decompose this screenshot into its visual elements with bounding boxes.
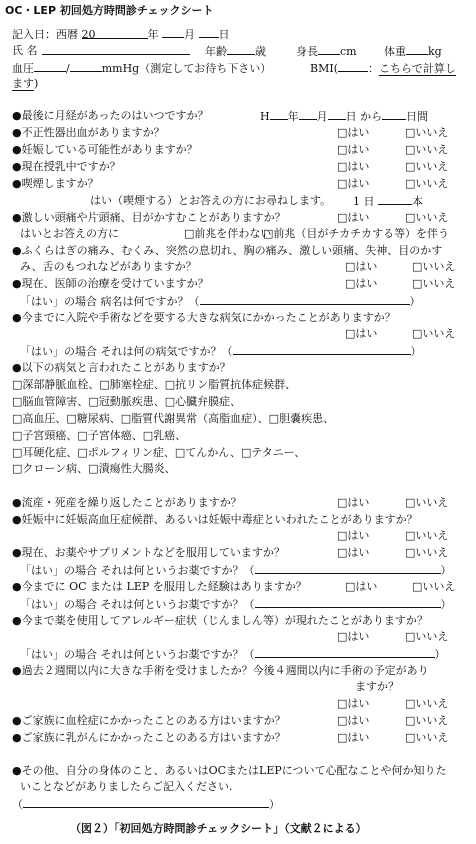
yes-checkbox[interactable]: □はい — [337, 126, 370, 139]
q-miscarriage: ●流産・死産を繰り返したことがありますか？ — [12, 496, 242, 509]
yes-checkbox[interactable]: □はい — [337, 697, 370, 710]
no-checkbox[interactable]: □いいえ — [405, 211, 449, 224]
period-month-field[interactable] — [299, 109, 317, 120]
date-month-field[interactable] — [162, 27, 184, 38]
yes-checkbox[interactable]: □はい — [337, 546, 370, 559]
name-field[interactable] — [42, 44, 190, 58]
disease-name-row: 「はい」の場合 病名は何ですか？（ ） — [20, 295, 421, 308]
bp-diastolic-field[interactable] — [70, 61, 102, 72]
no-checkbox[interactable]: □いいえ — [412, 580, 456, 593]
headache-followup: はいとお答えの方に — [20, 227, 119, 240]
no-checkbox[interactable]: □いいえ — [405, 143, 449, 156]
bmi-calc-link-cont[interactable]: ます — [12, 77, 34, 90]
q-irregular-bleeding: ●不正性器出血がありますか？ — [12, 126, 165, 139]
medication-name-field[interactable] — [255, 563, 441, 574]
weight-row: 体重 kg — [384, 45, 442, 58]
yes-checkbox[interactable]: □はい — [345, 580, 378, 593]
date-day-field[interactable] — [199, 27, 219, 38]
no-checkbox[interactable]: □いいえ — [405, 177, 449, 190]
disease-name-field[interactable] — [200, 294, 410, 305]
bmi-calc-link[interactable]: こちらで計算し — [378, 62, 456, 75]
yes-checkbox[interactable]: □はい — [345, 277, 378, 290]
disease-checklist-6[interactable]: □クローン病、□潰瘍性大腸炎、 — [12, 462, 176, 475]
yes-checkbox[interactable]: □はい — [337, 160, 370, 173]
date-row: 記入日：西暦 20 年 月 日 — [12, 28, 230, 41]
yes-checkbox[interactable]: □はい — [337, 731, 370, 744]
yes-checkbox[interactable]: □はい — [337, 529, 370, 542]
period-days-field[interactable] — [382, 109, 406, 120]
weight-field[interactable] — [406, 44, 428, 55]
age-row: 年齢 歳 — [205, 45, 266, 58]
q-other-concerns-cont: いことなどがありましたらご記入ください. — [20, 780, 233, 793]
yes-checkbox[interactable]: □はい — [337, 630, 370, 643]
q-pregnancy: ●妊娠している可能性がありますか？ — [12, 143, 198, 156]
q-pregnancy-hypertension: ●妊娠中に妊娠高血圧症候群、あるいは妊娠中毒症といわれたことがありますか？ — [12, 513, 418, 526]
q-thrombosis-symptoms: ●ふくらはぎの痛み、むくみ、突然の息切れ、胸の痛み、激しい頭痛、失神、目のかす — [12, 244, 443, 257]
period-day-field[interactable] — [328, 109, 346, 120]
medication-name-row: 「はい」の場合 それは何というお薬ですか？（ ） — [20, 564, 452, 577]
yes-checkbox[interactable]: □はい — [345, 327, 378, 340]
oc-lep-name-field[interactable] — [255, 597, 441, 608]
no-checkbox[interactable]: □いいえ — [405, 546, 449, 559]
bmi-row-cont: ます) — [12, 77, 39, 90]
q-family-breast-cancer: ●ご家族に乳がんにかかったことのある方はいますか？ — [12, 731, 286, 744]
no-checkbox[interactable]: □いいえ — [412, 327, 456, 340]
q-major-illness: ●今までに入院や手術などを要する大きな病気にかかったことがありますか？ — [12, 311, 396, 324]
sheet-title: OC・LEP 初回処方時問診チェックシート — [5, 4, 214, 17]
disease-checklist-2[interactable]: □脳血管障害、□冠動脈疾患、□心臓弁膜症、 — [12, 395, 242, 408]
no-checkbox[interactable]: □いいえ — [405, 714, 449, 727]
bp-systolic-field[interactable] — [34, 61, 66, 72]
bmi-field[interactable] — [338, 61, 368, 72]
no-checkbox[interactable]: □いいえ — [405, 160, 449, 173]
q-last-period-fields: H 年 月 日 から 日間 — [260, 110, 429, 123]
yes-checkbox[interactable]: □はい — [337, 211, 370, 224]
q-headache: ●激しい頭痛や片頭痛、目がかすむことがありますか？ — [12, 211, 286, 224]
date-year-field[interactable]: 20 — [82, 28, 148, 39]
q-last-period: ●最後に月経があったのはいつですか？ — [12, 109, 209, 122]
q-oc-lep-experience: ●今までに OC または LEP を服用した経験はありますか？ — [12, 580, 307, 593]
q-breastfeeding: ●現在授乳中ですか？ — [12, 160, 121, 173]
q-surgery: ●過去２週間以内に大きな手術を受けましたか？今後４週間以内に手術の予定があり — [12, 664, 429, 677]
yes-checkbox[interactable]: □はい — [345, 260, 378, 273]
disease-checklist-5[interactable]: □耳硬化症、□ポルフィリン症、□てんかん、□テタニー、 — [12, 446, 306, 459]
no-checkbox[interactable]: □いいえ — [412, 260, 456, 273]
height-field[interactable] — [318, 44, 340, 55]
no-checkbox[interactable]: □いいえ — [405, 496, 449, 509]
height-row: 身長 cm — [296, 45, 357, 58]
cigarettes-field[interactable] — [378, 194, 412, 205]
q-under-treatment: ●現在、医師の治療を受けていますか？ — [12, 277, 209, 290]
name-label: 氏 名 — [12, 44, 38, 57]
other-concerns-field[interactable] — [23, 797, 269, 808]
illness-name-field[interactable] — [233, 344, 411, 355]
q-smoking: ●喫煙しますか？ — [12, 177, 99, 190]
no-checkbox[interactable]: □いいえ — [405, 126, 449, 139]
disease-checklist-4[interactable]: □子宮頸癌、□子宮体癌、□乳癌、 — [12, 429, 187, 442]
yes-checkbox[interactable]: □はい — [337, 714, 370, 727]
allergy-drug-row: 「はい」の場合 それは何というお薬ですか？（ ） — [20, 648, 446, 661]
age-field[interactable] — [227, 44, 255, 55]
yes-checkbox[interactable]: □はい — [337, 143, 370, 156]
bmi-row: BMI( ：こちらで計算し — [310, 62, 456, 75]
q-other-concerns: ●その他、自分の身体のこと、あるいはOCまたはLEPについて心配なことや何か知りた — [12, 764, 447, 777]
figure-caption: （図２）「初回処方時問診チェックシート」（文献２による） — [70, 822, 367, 835]
yes-checkbox[interactable]: □はい — [337, 177, 370, 190]
yes-checkbox[interactable]: □はい — [337, 496, 370, 509]
no-checkbox[interactable]: □いいえ — [412, 277, 456, 290]
q-surgery-cont: ますか？ — [355, 680, 399, 693]
q-current-medication: ●現在、お薬やサプリメントなどを服用していますか？ — [12, 546, 285, 559]
cigarettes-per-day: 1 日 本 — [353, 195, 423, 208]
no-aura-checkbox[interactable]: □前兆を伴わない — [184, 227, 272, 240]
no-checkbox[interactable]: □いいえ — [405, 630, 449, 643]
disease-checklist-1[interactable]: □深部静脈血栓、□肺塞栓症、□抗リン脂質抗体症候群、 — [12, 378, 297, 391]
no-checkbox[interactable]: □いいえ — [405, 697, 449, 710]
no-checkbox[interactable]: □いいえ — [405, 731, 449, 744]
no-checkbox[interactable]: □いいえ — [405, 529, 449, 542]
with-aura-checkbox[interactable]: □前兆（目がチカチカする等）を伴う — [263, 227, 449, 240]
smoking-followup: はい（喫煙する）とお答えの方にお尋ねします。 — [90, 194, 332, 207]
illness-name-row: 「はい」の場合 それは何の病気ですか？（ ） — [20, 345, 422, 358]
q-drug-allergy: ●今まで薬を使用してアレルギー症状（じんましん等）が現れたことがありますか？ — [12, 614, 428, 627]
q-family-thrombosis: ●ご家族に血栓症にかかったことのある方はいますか？ — [12, 714, 286, 727]
other-concerns-row: （ ） — [12, 798, 280, 811]
q-disease-history: ●以下の病気と言われたことがありますか？ — [12, 361, 231, 374]
allergy-drug-field[interactable] — [255, 647, 435, 658]
disease-checklist-3[interactable]: □高血圧、□糖尿病、□脂質代謝異常（高脂血症）、□胆嚢疾患、 — [12, 412, 335, 425]
bp-row: 血圧 / mmHg（測定してお待ち下さい） — [12, 62, 272, 75]
q-thrombosis-symptoms-cont: み、舌のもつれなどがありますか？ — [20, 260, 197, 273]
period-year-field[interactable] — [270, 109, 288, 120]
oc-lep-name-row: 「はい」の場合 それは何というお薬ですか？（ ） — [20, 598, 452, 611]
